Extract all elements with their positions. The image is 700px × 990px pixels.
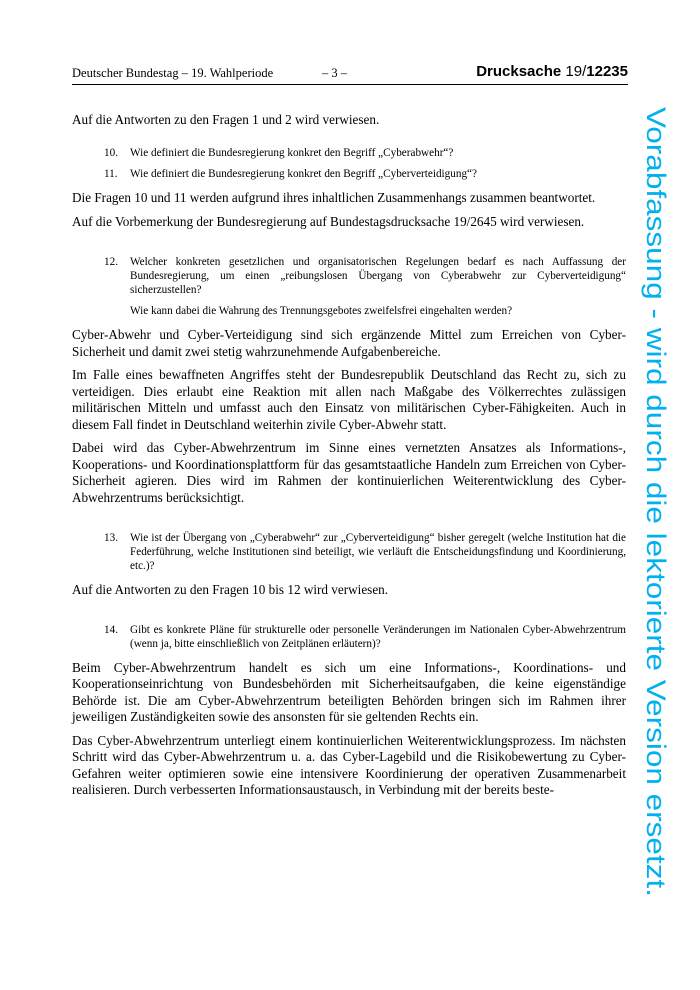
question-number: 11. [104,168,118,181]
drucksache-label: Drucksache [476,63,562,80]
question-number: 12. [104,256,118,269]
document-body [72,112,626,806]
drucksache-id: 12235 [586,63,628,80]
question-12 [104,256,626,297]
question-text: Welcher konkreten gesetzlichen und organisatorischen Regelungen bedarf es nach Auffassung der Bundesregierung, um einen „reibungslosen Übergang von Cyberabwehr zur Cyberverteidigung“ sicherzustellen? [130,256,626,296]
answer-paragraph: Auf die Antworten zu den Fragen 1 und 2 wird verwiesen. [72,112,380,127]
answer-paragraph: Die Fragen 10 und 11 werden aufgrund ihres inhaltlichen Zusammenhangs zusammen beantwortet. [72,190,596,206]
question-text: Wie definiert die Bundesregierung konkret den Begriff „Cyberverteidigung“? [130,168,477,181]
question-10 [104,147,626,161]
answer-paragraph: Auf die Vorbemerkung der Bundesregierung auf Bundestagsdrucksache 19/2645 wird verwiesen. [72,213,585,229]
question-number: 10. [104,146,118,159]
question-12-sub: Wie kann dabei die Wahrung des Trennungsgebotes zweifelsfrei eingehalten werden? [130,305,513,318]
question-13 [104,532,626,573]
question-number: 13. [104,532,118,545]
question-text: Gibt es konkrete Pläne für strukturelle oder personelle Veränderungen im Nationalen Cyber-Abwehrzentrum (wenn ja, bitte einschließlich von Zeitplänen erläutern)? [130,624,626,650]
page-header [72,63,628,85]
answer-paragraph: Dabei wird das Cyber-Abwehrzentrum im Sinne eines vernetzten Ansatzes als Informations-, Kooperations- und Koordinationsplattform für das gesamtstaatliche Handeln zum Erreichen von Cyber-Sicherheit agieren. Dies wird im Rahmen der kontinuierlichen Weiterentwicklung des Cyber-Abwehrzentrums berücksichtigt. [72,440,626,505]
question-text: Wie ist der Übergang von „Cyberabwehr“ zur „Cyberverteidigung“ bisher geregelt (welche Institution hat die Federführung, welche Institutionen sind beteiligt, wie verläuft die Entscheidungsfindung und Koordinierung, etc.)? [130,532,626,572]
header-periode: Deutscher Bundestag – 19. Wahlperiode [72,66,274,80]
answer-paragraph: Cyber-Abwehr und Cyber-Verteidigung sind sich ergänzende Mittel zum Erreichen von Cyber-Sicherheit und damit zwei stetig wahrzunehmende Aufgabenbereiche. [72,327,626,359]
question-11 [104,168,626,182]
answer-paragraph: Auf die Antworten zu den Fragen 10 bis 12 wird verwiesen. [72,581,389,597]
drucksache-number [476,63,628,80]
vorabfassung-watermark [638,107,676,907]
question-text: Wie definiert die Bundesregierung konkret den Begriff „Cyberabwehr“? [130,146,454,159]
answer-paragraph: Beim Cyber-Abwehrzentrum handelt es sich um eine Informations-, Koordinations- und Kooperationseinrichtung von Bundesbehörden mit Sicherheitsaufgaben, die keine eigenständige Behörde ist. Die am Cyber-Abwehrzentrum beteiligten Behörden bringen sich im Rahmen ihrer jeweiligen Zuständigkeiten sowie des ansonsten für sie geltenden Rechts ein. [72,659,626,725]
watermark-text: Vorabfassung - wird durch die lektorierte Version ersetzt. [641,107,671,784]
drucksache-prefix: 19/ [565,63,587,80]
answer-paragraph: Im Falle eines bewaffneten Angriffes steht der Bundesrepublik Deutschland das Recht zu, sich zu verteidigen. Dies erlaubt eine Reaktion mit allen nach Maßgabe des Völkerrechtes zulässigen militärischen Mitteln und umfasst auch den Einsatz von militärischen Cyber-Fähigkeiten. Auch in diesem Fall findet in Deutschland weiterhin zivile Cyber-Abwehr statt. [72,367,626,432]
question-number: 14. [104,624,118,637]
question-14 [104,624,626,652]
page-number: – 3 – [322,66,347,80]
answer-paragraph: Das Cyber-Abwehrzentrum unterliegt einem kontinuierlichen Weiterentwicklungsprozess. Im nächsten Schritt wird das Cyber-Abwehrzentrum u. a. das Cyber-Lagebild und die Risikobewertung zu Cyber-Gefahren weiter optimieren sowie eine intensivere Koordinierung der operativen Zusammenarbeit realisieren. Durch verbesserten Informationsaustausch, in Verbindung mit der bereits beste- [72,732,626,798]
